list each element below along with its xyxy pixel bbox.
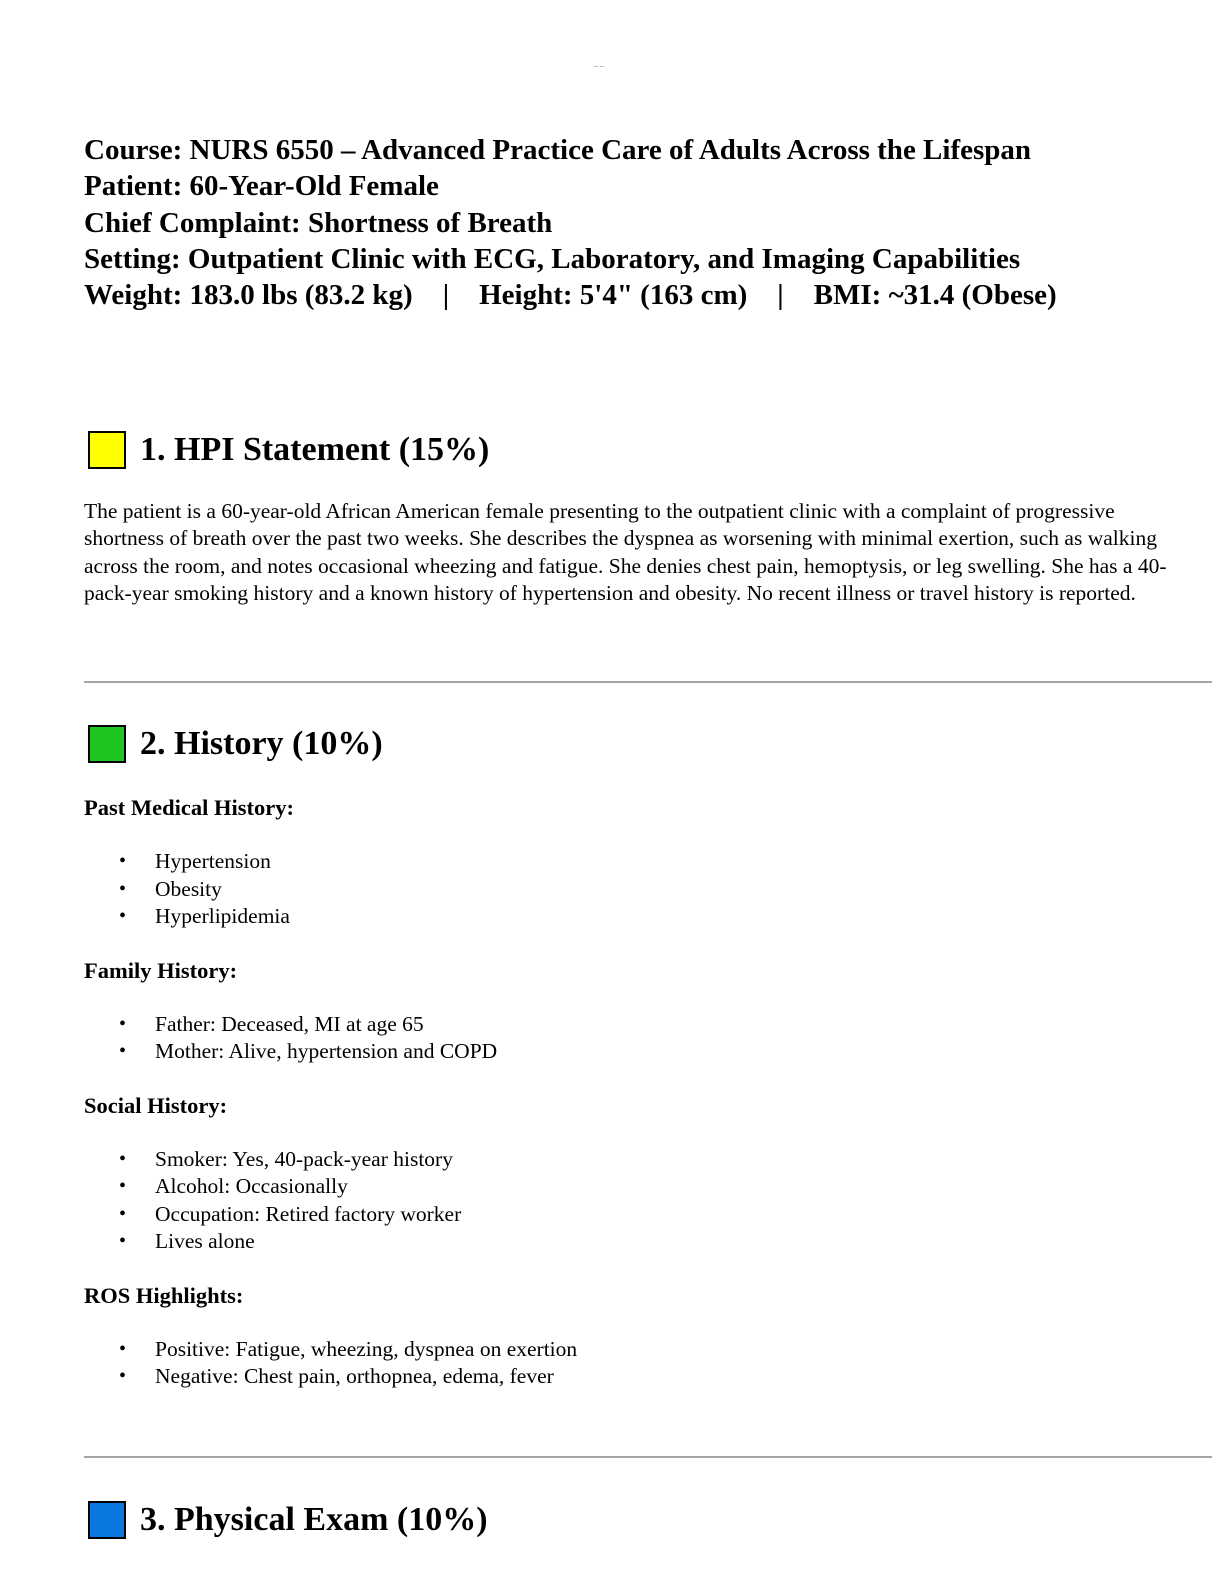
ros-list [84, 1336, 1212, 1391]
course-line: Course: NURS 6550 – Advanced Practice Care of Adults Across the Lifespan [84, 134, 1032, 166]
ros-label: ROS Highlights: [84, 1282, 244, 1308]
exam-title: 3. Physical Exam (10%) [140, 1501, 488, 1538]
exam-heading [84, 1498, 1212, 1542]
bmi-value: BMI: ~31.4 (Obese) [813, 279, 1057, 312]
list-item-text: Hypertension [155, 849, 271, 873]
list-item-text: Lives alone [155, 1229, 255, 1253]
pmh-label: Past Medical History: [84, 795, 294, 820]
bullet-icon: • [119, 905, 127, 927]
green-square-icon [88, 725, 126, 763]
fh-label: Family History: [84, 957, 238, 983]
case-header [84, 132, 1204, 313]
vitals-line [84, 277, 1204, 313]
bullet-icon: • [119, 877, 127, 900]
list-item-text: Occupation: Retired factory worker [155, 1201, 462, 1226]
list-item-text: Mother: Alive, hypertension and COPD [155, 1039, 498, 1063]
list-item [84, 1336, 1212, 1364]
list-item-text: Alcohol: Occasionally [155, 1174, 348, 1198]
page-header-mark: -- -- [594, 64, 604, 70]
list-item-text: Father: Deceased, MI at age 65 [155, 1011, 424, 1036]
vitals-separator: | [442, 279, 450, 312]
chief-complaint-line: Chief Complaint: Shortness of Breath [84, 206, 553, 239]
patient-line: Patient: 60-Year-Old Female [84, 170, 439, 203]
weight-value: Weight: 183.0 lbs (83.2 kg) [84, 279, 413, 312]
list-item-text: Positive: Fatigue, wheezing, dyspnea on exertion [155, 1336, 578, 1361]
bullet-icon: • [119, 1230, 127, 1252]
sh-label: Social History: [84, 1092, 228, 1118]
bullet-icon: • [119, 1175, 127, 1197]
list-item [84, 848, 1212, 876]
section-divider [84, 681, 1212, 683]
list-item [84, 1228, 1212, 1256]
fh-list [84, 1011, 1212, 1066]
vitals-separator: | [777, 279, 784, 312]
list-item-text: Obesity [155, 876, 222, 901]
sh-list [84, 1146, 1212, 1256]
hpi-title: 1. HPI Statement (15%) [140, 431, 490, 468]
section-divider [84, 1456, 1212, 1458]
list-item [84, 1363, 1212, 1391]
setting-line: Setting: Outpatient Clinic with ECG, Laboratory, and Imaging Capabilities [84, 242, 1021, 275]
hpi-paragraph: The patient is a 60-year-old African American female presenting to the outpatient clinic with a complaint of progressive shortness of breath over the past two weeks. She describes the dyspnea as worsening with minimal exertion, such as walking across the room, and notes occasional wheezing and fatigue. She denies chest pain, hemoptysis, or leg swelling. She has a 40-pack-year smoking history and a known history of hypertension and obesity. No recent illness or travel history is reported. [84, 499, 1167, 605]
bullet-icon: • [119, 1012, 127, 1035]
height-value: Height: 5'4" (163 cm) [479, 279, 748, 312]
list-item [84, 1173, 1212, 1201]
exam-section [84, 1498, 1212, 1542]
list-item [84, 1146, 1212, 1174]
bullet-icon: • [119, 1040, 127, 1062]
pmh-list [84, 848, 1212, 931]
bullet-icon: • [119, 850, 127, 872]
blue-square-icon [88, 1501, 126, 1539]
history-title: 2. History (10%) [140, 725, 383, 762]
bullet-icon: • [119, 1337, 127, 1360]
bullet-icon: • [119, 1147, 127, 1170]
bullet-icon: • [119, 1365, 127, 1387]
list-item [84, 1011, 1212, 1039]
list-item-text: Hyperlipidemia [155, 904, 290, 928]
history-section [84, 722, 1212, 1391]
list-item [84, 876, 1212, 904]
list-item [84, 1038, 1212, 1066]
yellow-square-icon [88, 431, 126, 469]
hpi-heading [84, 428, 1212, 472]
bullet-icon: • [119, 1202, 127, 1225]
list-item-text: Smoker: Yes, 40-pack-year history [155, 1146, 453, 1171]
list-item-text: Negative: Chest pain, orthopnea, edema, fever [155, 1364, 554, 1388]
list-item [84, 903, 1212, 931]
hpi-section [84, 428, 1212, 607]
history-heading [84, 722, 1212, 766]
list-item [84, 1201, 1212, 1229]
